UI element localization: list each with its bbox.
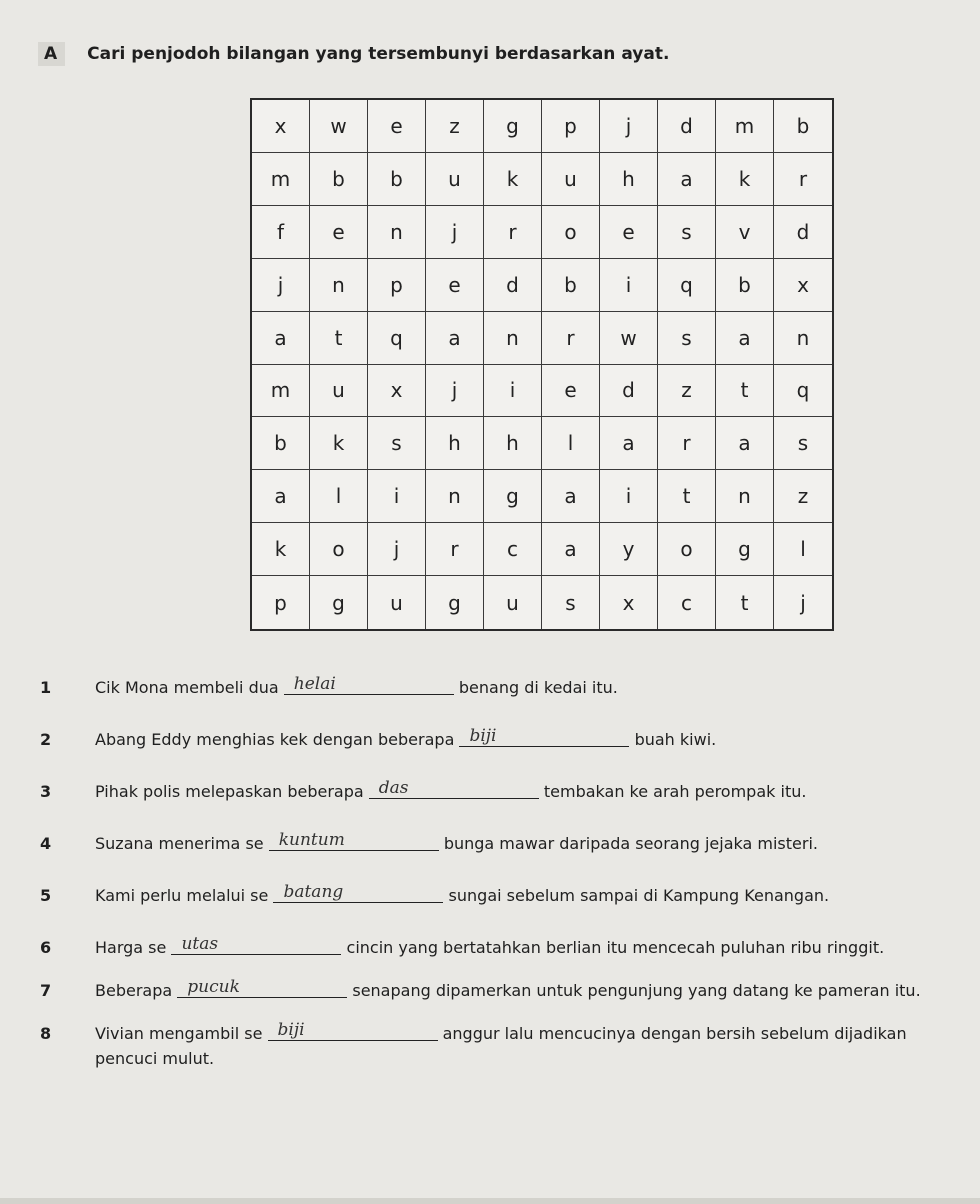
- grid-cell[interactable]: r: [426, 523, 484, 576]
- question-number: 4: [40, 834, 52, 853]
- grid-cell[interactable]: i: [368, 470, 426, 523]
- grid-cell[interactable]: e: [600, 206, 658, 259]
- grid-cell[interactable]: l: [774, 523, 832, 576]
- questions-list: [40, 675, 965, 1089]
- grid-cell[interactable]: j: [800, 590, 806, 615]
- question-text-after: anggur lalu mencucinya dengan bersih sebelum dijadikan pencuci mulut.: [95, 1024, 907, 1068]
- grid-cell[interactable]: b: [774, 100, 832, 153]
- grid-cell[interactable]: b: [310, 153, 368, 206]
- question-text-before: Suzana menerima se: [95, 834, 264, 853]
- grid-cell[interactable]: b: [368, 153, 426, 206]
- grid-cell[interactable]: i: [600, 259, 658, 312]
- grid-cell[interactable]: u: [484, 576, 542, 629]
- answer-blank[interactable]: kuntum: [269, 830, 439, 851]
- question-text-before: Cik Mona membeli dua: [95, 678, 279, 697]
- grid-cell[interactable]: l: [542, 417, 600, 470]
- grid-cell[interactable]: g: [310, 576, 368, 629]
- grid-cell[interactable]: o: [542, 206, 600, 259]
- grid-cell[interactable]: s: [774, 417, 832, 470]
- answer-blank[interactable]: helai: [284, 674, 454, 695]
- grid-cell[interactable]: f: [252, 206, 310, 259]
- grid-cell[interactable]: n: [716, 470, 774, 523]
- question-number: 2: [40, 730, 52, 749]
- grid-cell[interactable]: a: [542, 523, 600, 576]
- section-heading: [38, 42, 669, 66]
- grid-cell[interactable]: w: [310, 100, 368, 153]
- grid-cell[interactable]: o: [310, 523, 368, 576]
- grid-cell[interactable]: j: [252, 259, 310, 312]
- section-letter: A: [38, 42, 65, 66]
- page-bottom-edge: [0, 1198, 980, 1204]
- grid-cell[interactable]: q: [658, 259, 716, 312]
- grid-cell[interactable]: p: [252, 576, 310, 629]
- question-text-before: Pihak polis melepaskan beberapa: [95, 782, 364, 801]
- question-number: 3: [40, 782, 52, 801]
- grid-cell[interactable]: x: [368, 365, 426, 418]
- grid-cell[interactable]: p: [542, 100, 600, 153]
- question-text-before: Abang Eddy menghias kek dengan beberapa: [95, 730, 455, 749]
- question-1: [40, 675, 965, 700]
- question-text-before: Harga se: [95, 938, 167, 957]
- question-text-after: bunga mawar daripada seorang jejaka misteri.: [443, 834, 818, 853]
- grid-cell[interactable]: a: [658, 153, 716, 206]
- grid-cell[interactable]: z: [658, 365, 716, 418]
- grid-cell[interactable]: a: [426, 312, 484, 365]
- grid-cell[interactable]: u: [542, 153, 600, 206]
- grid-cell[interactable]: k: [484, 153, 542, 206]
- answer-blank[interactable]: batang: [273, 882, 443, 903]
- question-6: [40, 935, 965, 960]
- grid-cell[interactable]: x: [774, 259, 832, 312]
- question-text-before: Vivian mengambil se: [95, 1024, 263, 1043]
- grid-cell[interactable]: g: [426, 576, 484, 629]
- question-text-after: benang di kedai itu.: [458, 678, 618, 697]
- grid-cell[interactable]: u: [426, 153, 484, 206]
- grid-cell[interactable]: s: [542, 576, 600, 629]
- grid-cell[interactable]: e: [426, 259, 484, 312]
- grid-cell[interactable]: i: [600, 470, 658, 523]
- grid-cell[interactable]: d: [484, 259, 542, 312]
- grid-cell[interactable]: y: [600, 523, 658, 576]
- question-text-after: buah kiwi.: [634, 730, 717, 749]
- grid-cell[interactable]: u: [368, 576, 426, 629]
- grid-cell[interactable]: b: [716, 259, 774, 312]
- question-number: 7: [40, 981, 52, 1000]
- grid-cell[interactable]: a: [600, 417, 658, 470]
- grid-cell[interactable]: g: [716, 523, 774, 576]
- grid-cell[interactable]: z: [774, 470, 832, 523]
- grid-cell[interactable]: r: [658, 417, 716, 470]
- grid-cell[interactable]: a: [252, 312, 310, 365]
- answer-blank[interactable]: das: [369, 778, 539, 799]
- grid-cell[interactable]: n: [310, 259, 368, 312]
- question-number: 1: [40, 678, 52, 697]
- grid-cell[interactable]: b: [252, 417, 310, 470]
- question-text-after: tembakan ke arah perompak itu.: [543, 782, 807, 801]
- answer-blank[interactable]: utas: [171, 934, 341, 955]
- grid-cell[interactable]: a: [716, 312, 774, 365]
- grid-cell[interactable]: p: [368, 259, 426, 312]
- grid-cell[interactable]: l: [310, 470, 368, 523]
- answer-blank[interactable]: pucuk: [177, 977, 347, 998]
- question-2: [40, 727, 965, 752]
- grid-cell[interactable]: r: [542, 312, 600, 365]
- grid-cell[interactable]: i: [484, 365, 542, 418]
- grid-cell[interactable]: n: [774, 312, 832, 365]
- grid-cell[interactable]: x: [252, 100, 310, 153]
- grid-cell[interactable]: t: [658, 470, 716, 523]
- question-number: 6: [40, 938, 52, 957]
- grid-cell[interactable]: c: [484, 523, 542, 576]
- grid-cell[interactable]: d: [774, 206, 832, 259]
- grid-cell[interactable]: t: [310, 312, 368, 365]
- question-text-before: Beberapa: [95, 981, 173, 1000]
- grid-cell[interactable]: w: [600, 312, 658, 365]
- grid-cell[interactable]: a: [252, 470, 310, 523]
- grid-cell[interactable]: e: [310, 206, 368, 259]
- question-8: [40, 1021, 965, 1071]
- grid-cell[interactable]: v: [716, 206, 774, 259]
- question-text-after: cincin yang bertatahkan berlian itu mencecah puluhan ribu ringgit.: [346, 938, 885, 957]
- grid-cell[interactable]: h: [426, 417, 484, 470]
- grid-cell[interactable]: j: [600, 100, 658, 153]
- grid-cell[interactable]: t: [716, 365, 774, 418]
- question-number: 5: [40, 886, 52, 905]
- word-search-grid: [250, 98, 834, 631]
- grid-cell[interactable]: j: [426, 365, 484, 418]
- grid-cell[interactable]: h: [484, 417, 542, 470]
- grid-cell[interactable]: j: [426, 206, 484, 259]
- grid-cell[interactable]: n: [484, 312, 542, 365]
- grid-cell[interactable]: n: [426, 470, 484, 523]
- answer-blank[interactable]: biji: [459, 726, 629, 747]
- question-3: [40, 779, 965, 804]
- grid-cell[interactable]: c: [658, 576, 716, 629]
- instruction-text: Cari penjodoh bilangan yang tersembunyi berdasarkan ayat.: [87, 44, 670, 64]
- grid-cell[interactable]: g: [484, 470, 542, 523]
- question-text-before: Kami perlu melalui se: [95, 886, 269, 905]
- grid-cell[interactable]: x: [600, 576, 658, 629]
- grid-cell[interactable]: r: [774, 153, 832, 206]
- grid-cell[interactable]: m: [716, 100, 774, 153]
- question-4: [40, 831, 965, 856]
- grid-cell[interactable]: o: [658, 523, 716, 576]
- grid-cell[interactable]: s: [658, 312, 716, 365]
- grid-cell[interactable]: r: [484, 206, 542, 259]
- question-number: 8: [40, 1024, 52, 1043]
- question-7: [40, 978, 965, 1003]
- grid-cell[interactable]: t: [716, 576, 774, 629]
- grid-cell[interactable]: g: [484, 100, 542, 153]
- answer-blank[interactable]: biji: [268, 1020, 438, 1041]
- grid-cell[interactable]: k: [716, 153, 774, 206]
- grid-cell[interactable]: h: [600, 153, 658, 206]
- grid-cell[interactable]: e: [542, 365, 600, 418]
- question-5: [40, 883, 965, 908]
- grid-cell[interactable]: j: [368, 523, 426, 576]
- question-text-after: senapang dipamerkan untuk pengunjung yang datang ke pameran itu.: [352, 981, 921, 1000]
- grid-cell[interactable]: s: [658, 206, 716, 259]
- grid-cell[interactable]: u: [310, 365, 368, 418]
- grid-cell[interactable]: e: [368, 100, 426, 153]
- grid-cell[interactable]: d: [658, 100, 716, 153]
- grid-cell[interactable]: d: [600, 365, 658, 418]
- grid-cell[interactable]: q: [368, 312, 426, 365]
- grid-cell[interactable]: m: [252, 365, 310, 418]
- grid-cell[interactable]: a: [716, 417, 774, 470]
- grid-cell[interactable]: m: [252, 153, 310, 206]
- grid-cell[interactable]: q: [774, 365, 832, 418]
- grid-cell[interactable]: s: [368, 417, 426, 470]
- grid-cell[interactable]: k: [252, 523, 310, 576]
- grid-cell[interactable]: b: [542, 259, 600, 312]
- grid-cell[interactable]: a: [542, 470, 600, 523]
- grid-cell[interactable]: k: [310, 417, 368, 470]
- grid-cell[interactable]: n: [368, 206, 426, 259]
- question-text-after: sungai sebelum sampai di Kampung Kenangan.: [448, 886, 830, 905]
- grid-cell[interactable]: z: [426, 100, 484, 153]
